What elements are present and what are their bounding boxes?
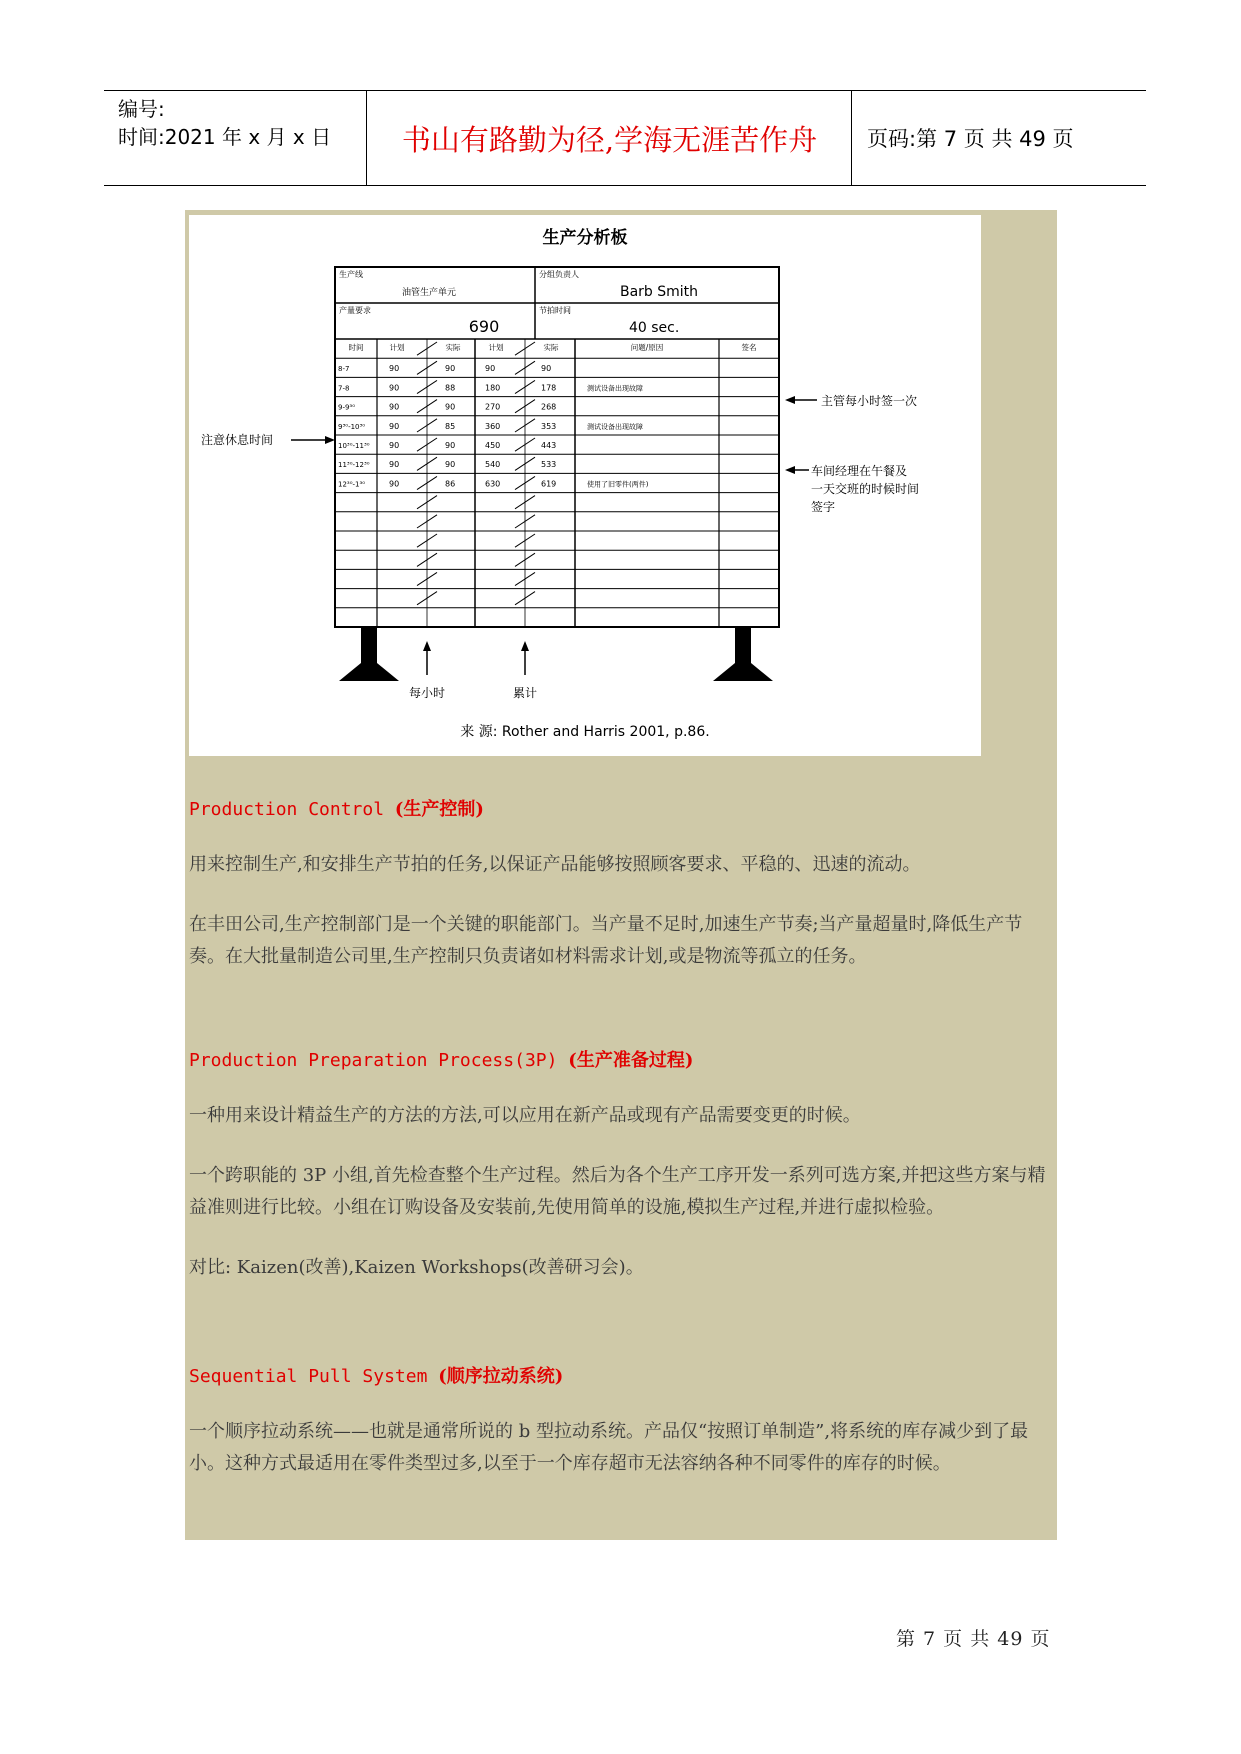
row-cum-plan: 270 (485, 402, 501, 412)
row-plan: 90 (389, 402, 400, 412)
takt-value: 40 sec. (629, 320, 680, 336)
supervisor-label: 分组负责人 (539, 270, 579, 279)
row-plan: 90 (389, 421, 400, 431)
row-time: 12³⁰-1³⁰ (338, 480, 366, 489)
document-time-label: 时间:2021 年 x 月 x 日 (118, 125, 332, 149)
row-cum-plan: 630 (485, 479, 501, 489)
col-header-actual: 实际 (445, 343, 461, 352)
row-actual: 85 (445, 421, 456, 431)
row-cum-actual: 619 (541, 479, 557, 489)
row-issue: 使用了旧零件(两件) (587, 480, 649, 489)
page-footer: 第 7 页 共 49 页 (896, 1628, 1051, 1650)
demand-value: 690 (468, 317, 500, 336)
board-frame (335, 267, 779, 627)
board-grid-rows (335, 358, 779, 608)
line-label: 生产线 (339, 270, 363, 279)
line-value: 油管生产单元 (401, 288, 457, 298)
row-cum-plan: 90 (485, 364, 496, 374)
section-production-control (189, 795, 1053, 973)
paragraph: 对比: Kaizen(改善),Kaizen Workshops(改善研习会)。 (189, 1257, 644, 1278)
paragraph: 一个跨职能的 3P 小组,首先检查整个生产过程。然后为各个生产工序开发一系列可选方案,并把这些方案与精益准则进行比较。小组在订购设备及安装前,先使用简单的设施,模拟生产过程,并进行虚拟检验。 (189, 1165, 1046, 1218)
supervisor-value: Barb Smith (619, 284, 699, 300)
board-title: 生产分析板 (542, 228, 628, 248)
row-cum-plan: 360 (485, 421, 501, 431)
row-actual: 90 (445, 460, 456, 470)
row-cum-actual: 443 (541, 441, 557, 450)
page-header (104, 90, 1146, 186)
production-analysis-board-figure (189, 215, 981, 756)
col-header-sign: 签名 (741, 343, 757, 352)
annotation-manager-sign-2: 一天交班的时候时间 (811, 482, 920, 496)
header-left-cell (104, 91, 367, 185)
row-cum-actual: 268 (541, 402, 557, 412)
header-right-cell (853, 91, 1146, 185)
annotation-manager-sign-3: 签字 (811, 500, 836, 514)
section-title: Production Preparation Process(3P) (生产准备过程) (189, 1050, 694, 1071)
row-plan: 90 (389, 460, 400, 470)
figure-source: 来 源: Rother and Harris 2001, p.86. (460, 724, 710, 740)
row-cum-plan: 450 (485, 441, 501, 450)
section-title: Production Control (生产控制) (189, 799, 484, 820)
header-motto: 书山有路勤为径,学海无涯苦作舟 (401, 122, 818, 157)
row-actual: 90 (445, 402, 456, 412)
header-page-label: 页码:第 7 页 共 49 页 (867, 127, 1074, 151)
section-title: Sequential Pull System (顺序拉动系统) (189, 1366, 564, 1387)
annotation-hourly-sign: 主管每小时签一次 (821, 394, 918, 408)
section-production-preparation-process (189, 1046, 1053, 1284)
paragraph: 在丰田公司,生产控制部门是一个关键的职能部门。当产量不足时,加速生产节奏;当产量超量时,降低生产节奏。在大批量制造公司里,生产控制只负责诸如材料需求计划,或是物流等孤立的任务。 (189, 914, 1023, 967)
row-plan: 90 (389, 479, 400, 489)
row-issue: 测试设备出现故障 (587, 384, 643, 393)
row-time: 10³⁰-11³⁰ (338, 442, 370, 450)
row-cum-plan: 540 (485, 460, 501, 470)
demand-label: 产量要求 (339, 306, 371, 315)
header-center-cell (368, 91, 852, 185)
board-row-values (338, 364, 649, 488)
row-cum-actual: 90 (541, 364, 552, 374)
row-actual: 88 (445, 383, 456, 393)
annotation-hourly: 每小时 (408, 686, 446, 700)
row-issue: 测试设备出现故障 (587, 422, 643, 431)
col-header-time: 时间 (348, 343, 364, 352)
col-header-plan: 计划 (389, 343, 405, 352)
section-sequential-pull-system (189, 1362, 1053, 1480)
annotation-manager-sign-1: 车间经理在午餐及 (811, 464, 908, 478)
row-time: 9-9³⁰ (338, 403, 356, 412)
row-plan: 90 (389, 441, 400, 450)
row-actual: 86 (445, 479, 456, 489)
col-header-issue: 问题/原因 (630, 343, 664, 352)
takt-label: 节拍时间 (539, 306, 571, 315)
row-cum-plan: 180 (485, 383, 501, 393)
row-plan: 90 (389, 383, 400, 393)
row-cum-actual: 353 (541, 421, 557, 431)
row-actual: 90 (445, 364, 456, 374)
row-time: 9³⁰-10³⁰ (338, 422, 366, 431)
annotation-break-time: 注意休息时间 (201, 433, 274, 447)
content-panel (185, 210, 1057, 1540)
paragraph: 一种用来设计精益生产的方法的方法,可以应用在新产品或现有产品需要变更的时候。 (189, 1105, 861, 1126)
col-header-cum-plan: 计划 (488, 343, 504, 352)
row-plan: 90 (389, 364, 400, 374)
row-cum-actual: 178 (541, 383, 557, 393)
annotation-cumulative: 累计 (512, 686, 538, 700)
document-number-label: 编号: (118, 97, 165, 121)
row-time: 8-7 (338, 365, 350, 374)
production-board-diagram (189, 215, 981, 756)
paragraph: 用来控制生产,和安排生产节拍的任务,以保证产品能够按照顾客要求、平稳的、迅速的流动。 (189, 854, 921, 875)
row-time: 11³⁰-12³⁰ (338, 461, 370, 470)
paragraph: 一个顺序拉动系统——也就是通常所说的 b 型拉动系统。产品仅“按照订单制造”,将系统的库存减少到了最小。这种方式最适用在零件类型过多,以至于一个库存超市无法容纳各种不同零件的库存的时候。 (189, 1421, 1029, 1474)
col-header-cum-actual: 实际 (543, 343, 559, 352)
row-cum-actual: 533 (541, 460, 557, 470)
row-time: 7-8 (338, 384, 350, 393)
row-actual: 90 (445, 441, 456, 450)
